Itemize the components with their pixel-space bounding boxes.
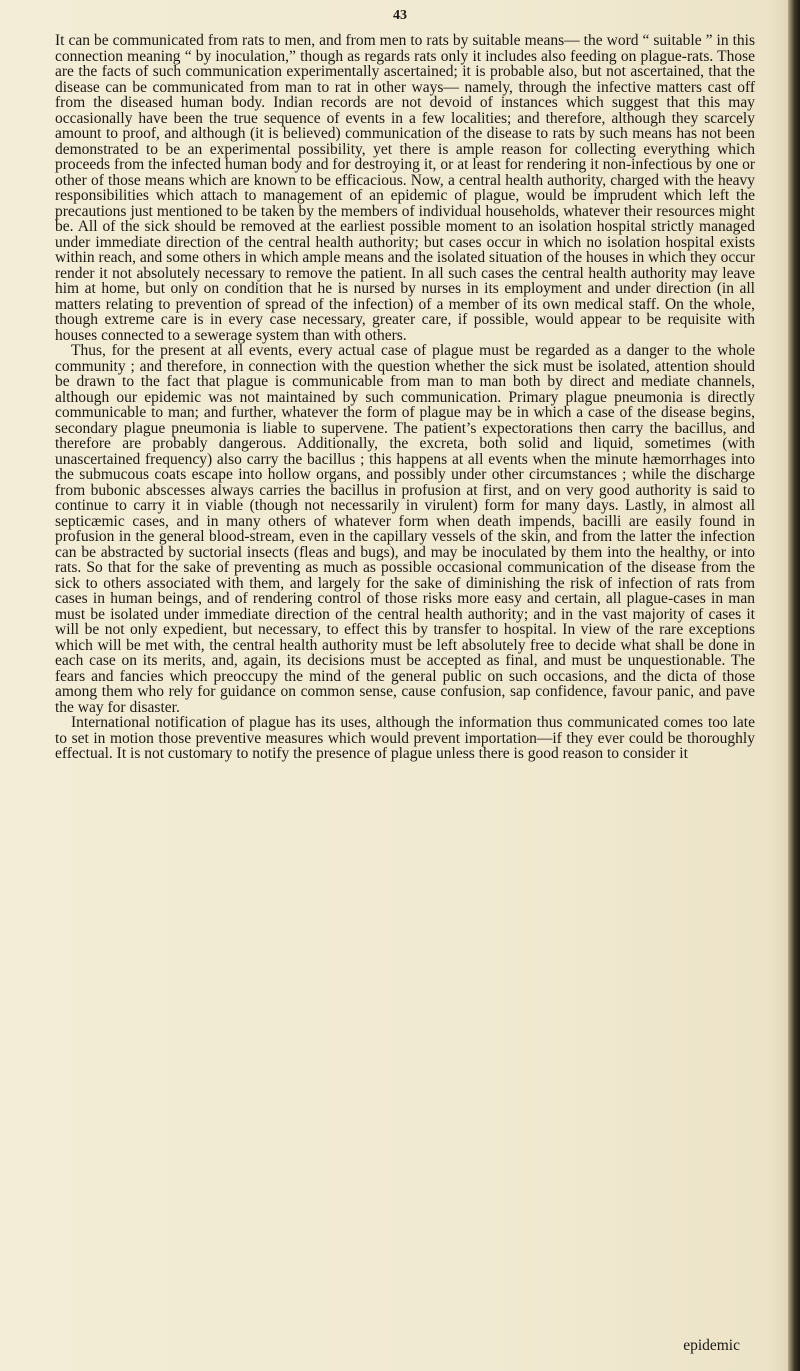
body-text [55, 33, 755, 762]
catchword: epidemic [683, 1337, 740, 1354]
paragraph-3: International notification of plague has its uses, although the information thus communicated comes too late to set in motion those preventive measures which would prevent importation—if they ever could be thoroughly effectual. It is not customary to notify the presence of plague unless there is good reason to consider it [55, 714, 755, 762]
paragraph-2: Thus, for the present at all events, every actual case of plague must be regarded as a danger to the whole community ; and therefore, in connection with the question whether the sick must be isolated, attention should be drawn to the fact that plague is communicable from man to man both by direct and mediate channels, although our epidemic was not maintained by such communication. Primary plague pneumonia is directly communicable to man; and further, whatever the form of plague may be in which a case of the disease begins, secondary plague pneumonia is liable to supervene. The patient’s expectorations then carry the bacillus, and therefore are probably dangerous. Additionally, the excreta, both solid and liquid, sometimes (with unascertained frequency) also carry the bacillus ; this happens at all events when the minute hæmorrhages into the submucous coats escape into hollow organs, and possibly under other circumstances ; while the discharge from bubonic abscesses always carries the bacillus in profusion at first, and on very good authority is said to continue to carry it in viable (though not necessarily in virulent) form for many days. Lastly, in almost all septicæmic cases, and in many others of whatever form when death impends, bacilli are easily found in profusion in the general blood-stream, even in the capillary vessels of the skin, and from the latter the infection can be abstracted by suctorial insects (fleas and bugs), and may be inoculated by them into the healthy, or into rats. So that for the sake of preventing as much as possible occasional communication of the disease from the sick to others associated with them, and largely for the sake of diminishing the risk of infection of rats from cases in human beings, and of rendering control of those risks more easy and certain, all plague-cases in man must be isolated under immediate direction of the central health authority; and in the vast majority of cases it will be not only expedient, but necessary, to effect this by transfer to hospital. In view of the rare exceptions which will be met with, the central health authority must be left absolutely free to decide what shall be done in each case on its merits, and, again, its decisions must be accepted as final, and must be unquestionable. The fears and fancies which preoccupy the mind of the general public on such occasions, and the dicta of those among them who rely for guidance on common sense, cause confusion, sap confidence, favour panic, and pave the way for disaster. [55, 342, 755, 716]
page-number: 43 [393, 8, 407, 23]
page-edge-shadow [788, 0, 800, 1371]
paragraph-1: It can be communicated from rats to men, and from men to rats by suitable means— the word “ suitable ” in this connection meaning “ by inoculation,” though as regards rats only it includes also feeding on plague-rats. Those are the facts of such communication experimentally ascertained; it is probable also, but not ascertained, that the disease can be communicated from man to rat in other ways— namely, through the infective matters cast off from the diseased human body. Indian records are not devoid of instances which suggest that this may occasionally have been the true sequence of events in a few localities; and therefore, although they scarcely amount to proof, and although (it is believed) communication of the disease to rats by such means has not been demonstrated to be an experimental possibility, yet there is ample reason for collecting everything which proceeds from the infected human body and for destroying it, or at least for rendering it non-infectious by one or other of those means which are known to be efficacious. Now, a central health authority, charged with the heavy responsibilities which attach to management of an epidemic of plague, would be imprudent which left the precautions just mentioned to be taken by the members of individual households, whatever their resources might be. All of the sick should be removed at the earliest possible moment to an isolation hospital strictly managed under immediate direction of the central health authority; but cases occur in which no isolation hospital exists within reach, and some others in which ample means and the isolated situation of the houses in which they occur render it not absolutely necessary to remove the patient. In all such cases the central health authority may leave him at home, but only on condition that he is nursed by nurses in its employment and under direction (in all matters relating to prevention of spread of the infection) of a member of its own medical staff. On the whole, though extreme care is in every case necessary, greater care, if possible, would appear to be requisite with houses connected to a sewerage system than with others. [55, 32, 755, 344]
